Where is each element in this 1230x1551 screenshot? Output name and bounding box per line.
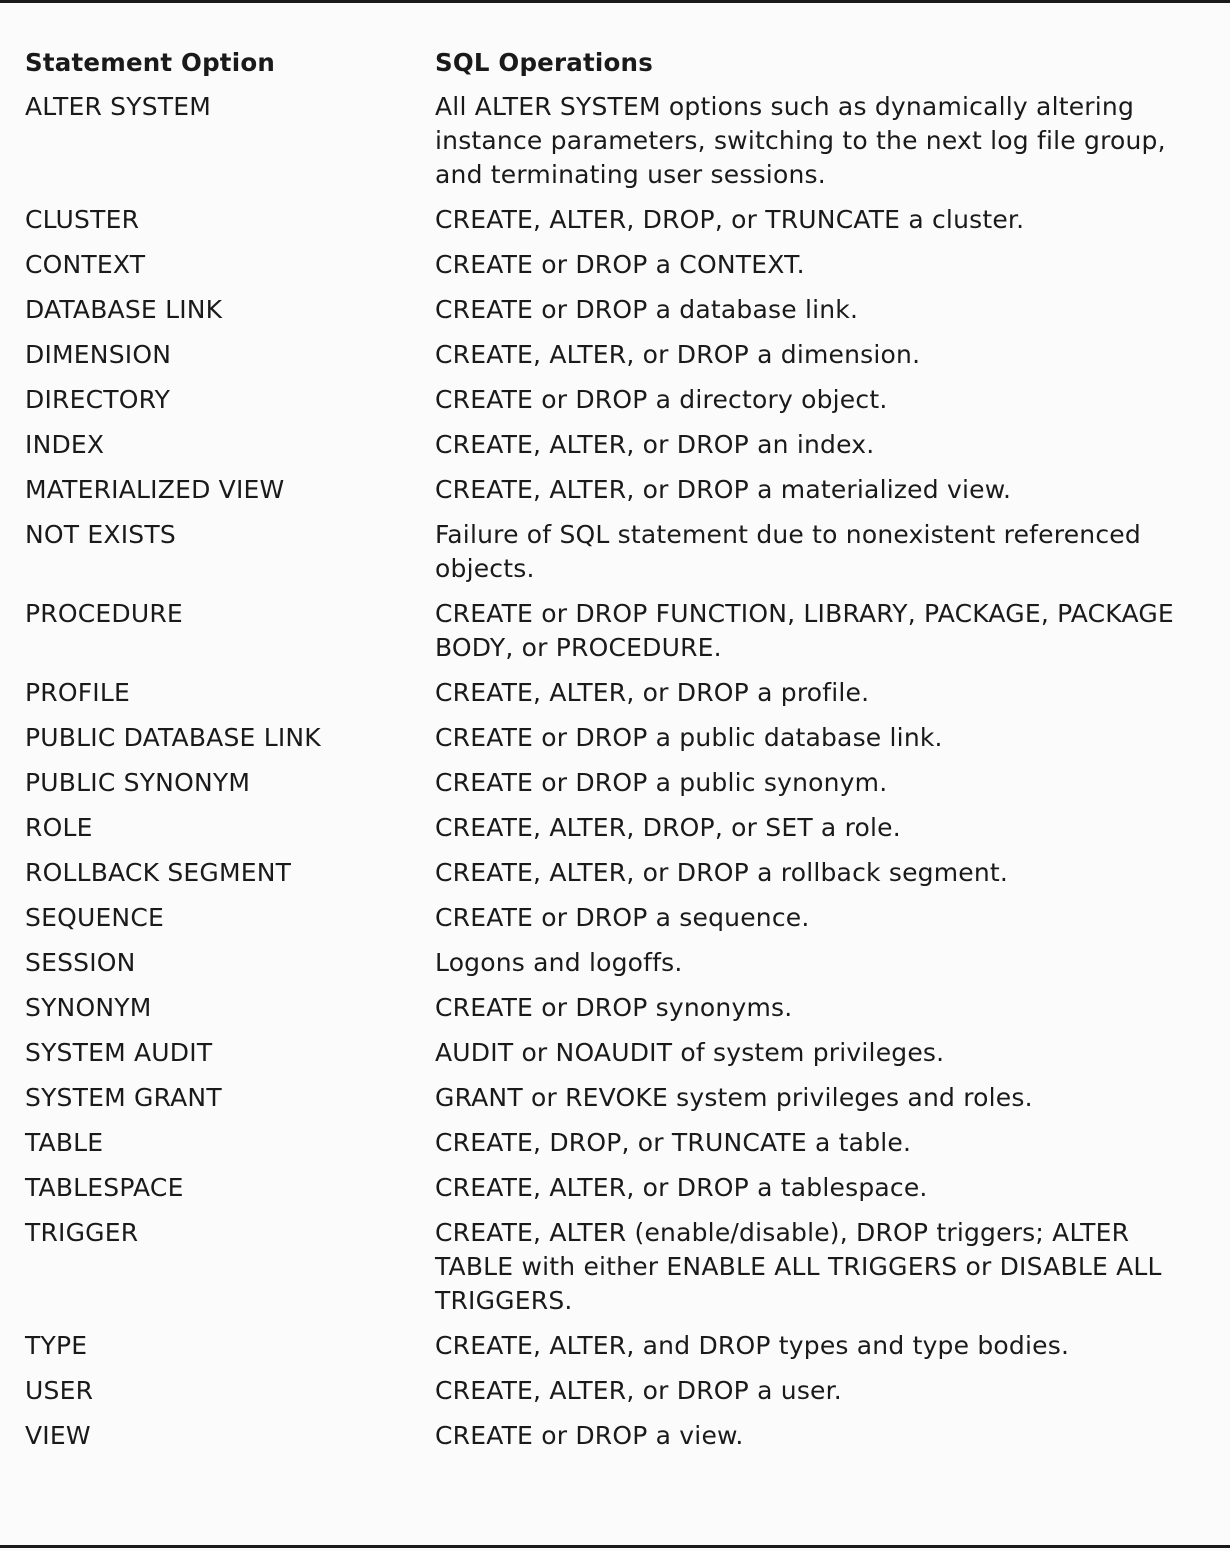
table-row bbox=[25, 1126, 1205, 1160]
statement-option-cell: TRIGGER bbox=[25, 1218, 139, 1247]
table-row bbox=[25, 1081, 1205, 1115]
sql-operations-cell: CREATE, DROP, or TRUNCATE a table. bbox=[435, 1128, 912, 1157]
sql-operations-cell: CREATE, ALTER, or DROP a rollback segment. bbox=[435, 858, 1009, 887]
statement-option-cell: CLUSTER bbox=[25, 205, 140, 234]
table-row bbox=[25, 248, 1205, 282]
statement-option-cell: INDEX bbox=[25, 430, 105, 459]
statement-option-cell: ROLE bbox=[25, 813, 93, 842]
table-row bbox=[25, 901, 1205, 935]
sql-operations-cell: CREATE or DROP synonyms. bbox=[435, 993, 793, 1022]
sql-operations-cell: CREATE, ALTER (enable/disable), DROP triggers; ALTER TABLE with either ENABLE ALL TRIGGERS or DISABLE ALL TRIGGERS. bbox=[435, 1218, 1162, 1315]
statement-option-cell: SESSION bbox=[25, 948, 136, 977]
table-row bbox=[25, 203, 1205, 237]
table-row bbox=[25, 473, 1205, 507]
sql-operations-cell: CREATE, ALTER, or DROP a profile. bbox=[435, 678, 870, 707]
table-row bbox=[25, 991, 1205, 1025]
statement-option-cell: ROLLBACK SEGMENT bbox=[25, 858, 292, 887]
sql-operations-cell: CREATE, ALTER, or DROP an index. bbox=[435, 430, 875, 459]
table-row bbox=[25, 811, 1205, 845]
sql-operations-cell: CREATE, ALTER, and DROP types and type bodies. bbox=[435, 1331, 1070, 1360]
table-row bbox=[25, 946, 1205, 980]
sql-operations-cell: Logons and logoffs. bbox=[435, 948, 683, 977]
table-row bbox=[25, 766, 1205, 800]
statement-option-cell: PROFILE bbox=[25, 678, 131, 707]
statement-option-cell: PUBLIC SYNONYM bbox=[25, 768, 251, 797]
statement-option-cell: SEQUENCE bbox=[25, 903, 164, 932]
table-row bbox=[25, 293, 1205, 327]
sql-operations-cell: GRANT or REVOKE system privileges and roles. bbox=[435, 1083, 1033, 1112]
top-rule bbox=[0, 0, 1230, 3]
audit-options-table bbox=[25, 46, 1205, 1464]
sql-operations-cell: CREATE, ALTER, or DROP a user. bbox=[435, 1376, 842, 1405]
table-header-row bbox=[25, 46, 1205, 80]
statement-option-cell: NOT EXISTS bbox=[25, 520, 176, 549]
sql-operations-cell: AUDIT or NOAUDIT of system privileges. bbox=[435, 1038, 945, 1067]
statement-option-cell: DIRECTORY bbox=[25, 385, 171, 414]
statement-option-cell: TABLE bbox=[25, 1128, 104, 1157]
statement-option-cell: TYPE bbox=[25, 1331, 88, 1360]
header-sql-operations: SQL Operations bbox=[435, 48, 653, 77]
sql-operations-cell: CREATE, ALTER, DROP, or TRUNCATE a cluster. bbox=[435, 205, 1025, 234]
sql-operations-cell: Failure of SQL statement due to nonexistent referenced objects. bbox=[435, 520, 1141, 583]
statement-option-cell: SYNONYM bbox=[25, 993, 152, 1022]
statement-option-cell: PUBLIC DATABASE LINK bbox=[25, 723, 321, 752]
statement-option-cell: PROCEDURE bbox=[25, 599, 183, 628]
table-row bbox=[25, 676, 1205, 710]
statement-option-cell: TABLESPACE bbox=[25, 1173, 184, 1202]
bottom-rule bbox=[0, 1545, 1230, 1548]
statement-option-cell: SYSTEM AUDIT bbox=[25, 1038, 213, 1067]
table-row bbox=[25, 428, 1205, 462]
sql-operations-cell: All ALTER SYSTEM options such as dynamically altering instance parameters, switching to the next log file group, and terminating user sessions. bbox=[435, 92, 1166, 189]
table-row bbox=[25, 856, 1205, 890]
table-row bbox=[25, 1171, 1205, 1205]
table-row bbox=[25, 1374, 1205, 1408]
sql-operations-cell: CREATE or DROP a view. bbox=[435, 1421, 744, 1450]
sql-operations-cell: CREATE, ALTER, or DROP a dimension. bbox=[435, 340, 921, 369]
sql-operations-cell: CREATE, ALTER, or DROP a tablespace. bbox=[435, 1173, 928, 1202]
statement-option-cell: SYSTEM GRANT bbox=[25, 1083, 222, 1112]
sql-operations-cell: CREATE or DROP a public database link. bbox=[435, 723, 943, 752]
table-row bbox=[25, 597, 1205, 665]
sql-operations-cell: CREATE, ALTER, or DROP a materialized view. bbox=[435, 475, 1012, 504]
statement-option-cell: CONTEXT bbox=[25, 250, 146, 279]
sql-operations-cell: CREATE or DROP a CONTEXT. bbox=[435, 250, 805, 279]
table-row bbox=[25, 338, 1205, 372]
table-row bbox=[25, 518, 1205, 586]
statement-option-cell: DIMENSION bbox=[25, 340, 172, 369]
header-statement-option: Statement Option bbox=[25, 48, 275, 77]
table-row bbox=[25, 1216, 1205, 1318]
table-row bbox=[25, 1036, 1205, 1070]
sql-operations-cell: CREATE or DROP a public synonym. bbox=[435, 768, 888, 797]
statement-option-cell: MATERIALIZED VIEW bbox=[25, 475, 285, 504]
sql-operations-cell: CREATE or DROP FUNCTION, LIBRARY, PACKAGE, PACKAGE BODY, or PROCEDURE. bbox=[435, 599, 1174, 662]
statement-option-cell: DATABASE LINK bbox=[25, 295, 223, 324]
sql-operations-cell: CREATE or DROP a directory object. bbox=[435, 385, 888, 414]
sql-operations-cell: CREATE or DROP a sequence. bbox=[435, 903, 810, 932]
sql-operations-cell: CREATE, ALTER, DROP, or SET a role. bbox=[435, 813, 901, 842]
table-row bbox=[25, 90, 1205, 192]
table-row bbox=[25, 1329, 1205, 1363]
table-row bbox=[25, 721, 1205, 755]
table-row bbox=[25, 1419, 1205, 1453]
sql-operations-cell: CREATE or DROP a database link. bbox=[435, 295, 859, 324]
statement-option-cell: VIEW bbox=[25, 1421, 91, 1450]
statement-option-cell: ALTER SYSTEM bbox=[25, 92, 212, 121]
statement-option-cell: USER bbox=[25, 1376, 94, 1405]
table-row bbox=[25, 383, 1205, 417]
